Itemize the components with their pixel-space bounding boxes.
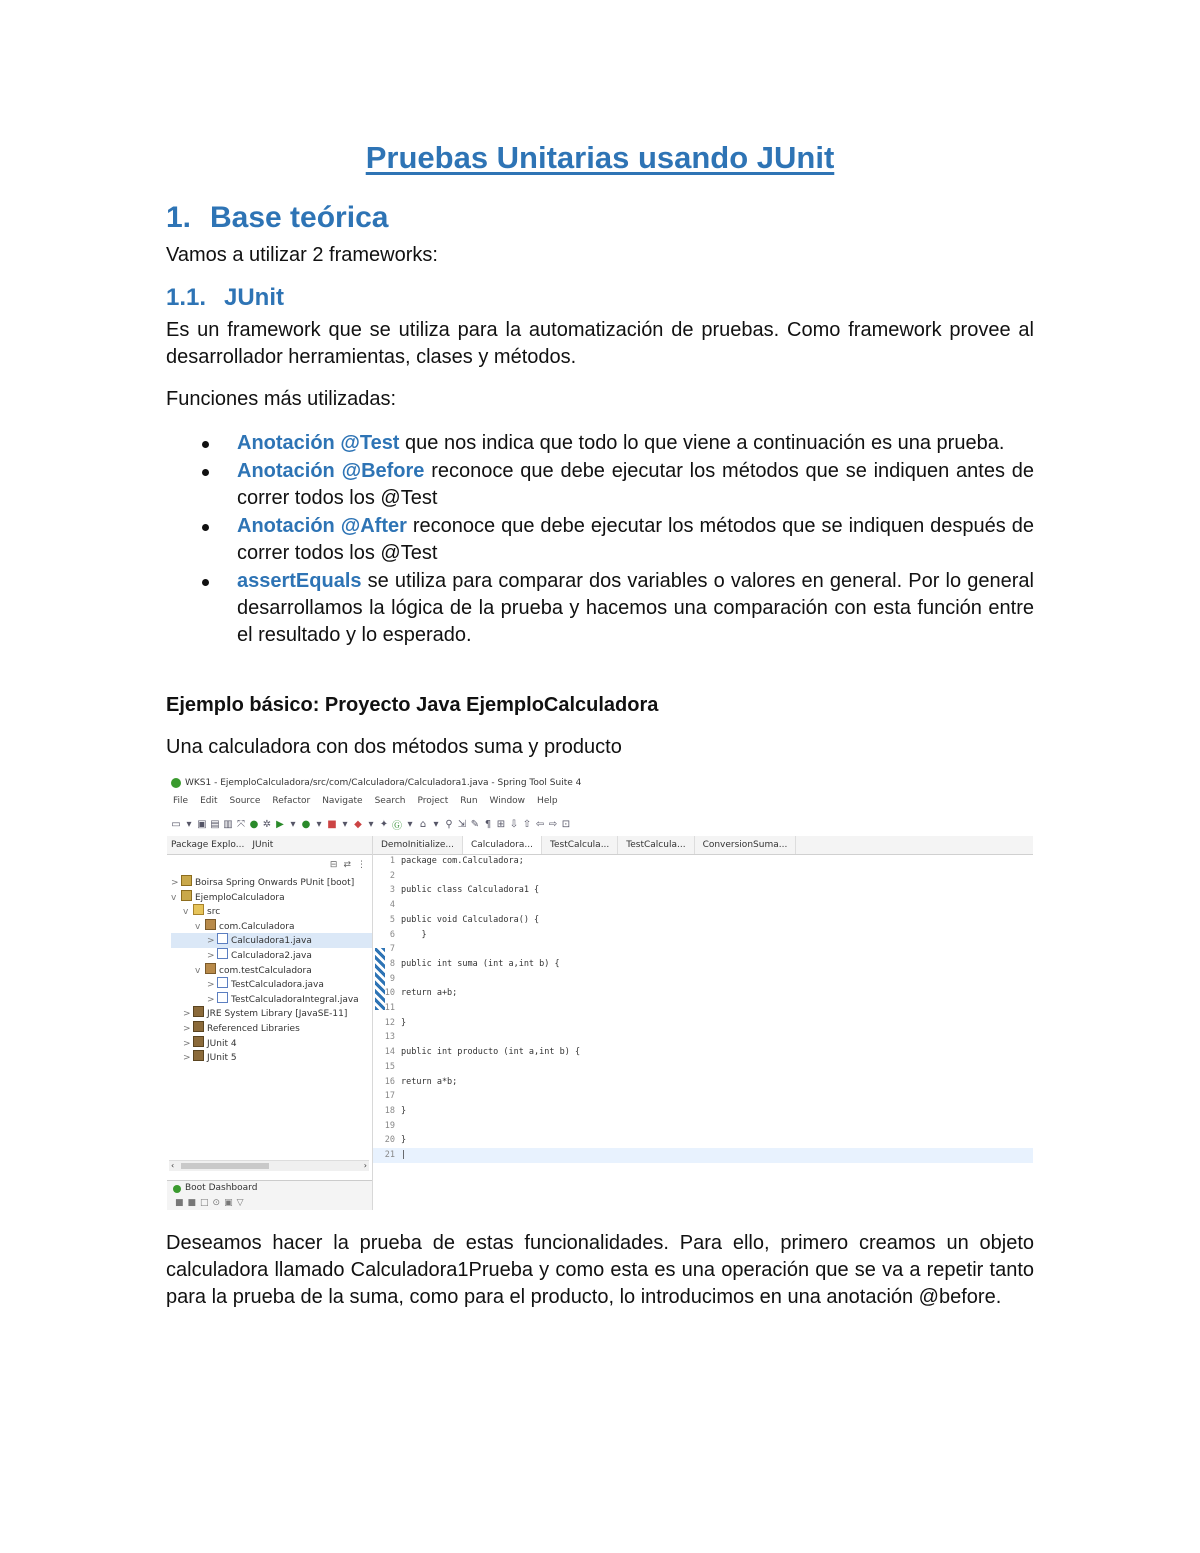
project-icon <box>181 890 192 901</box>
dropdown-icon[interactable]: ▾ <box>368 818 374 830</box>
prev-annotation-icon[interactable]: ⇧ <box>522 818 532 830</box>
tab-junit[interactable]: JUnit <box>252 840 274 850</box>
project-icon <box>181 875 192 886</box>
subsection-number: 1.1. <box>166 284 207 311</box>
project-tree <box>167 875 372 1065</box>
code-area[interactable] <box>373 854 1033 1210</box>
package-icon <box>205 919 216 930</box>
expand-arrow-icon[interactable]: > <box>207 936 215 947</box>
expand-arrow-icon[interactable]: > <box>207 980 215 991</box>
package-icon <box>205 963 216 974</box>
code-line: 2 <box>389 870 395 881</box>
package-icon[interactable]: ✦ <box>379 818 389 830</box>
tab-boot-dashboard[interactable] <box>167 1181 372 1196</box>
debug-start-icon[interactable]: ■ <box>187 1198 201 1208</box>
collapse-all-icon[interactable]: ⊟ <box>329 860 338 870</box>
tree-node-label: com.testCalculadora <box>219 965 312 976</box>
scroll-right-icon[interactable]: › <box>363 1161 367 1170</box>
dropdown-icon[interactable]: ▾ <box>433 818 439 830</box>
tree-node[interactable] <box>171 904 372 919</box>
java-file-icon <box>217 933 228 944</box>
menu-help[interactable]: Help <box>537 796 558 806</box>
bullet-icon <box>202 524 209 531</box>
annotation-keyword: Anotación @After <box>237 515 407 537</box>
boot-dashboard-pane <box>167 1180 372 1210</box>
code-line: 16 return a*b; <box>384 1076 458 1087</box>
coverage-icon[interactable]: ● <box>301 818 311 830</box>
editor-tab-active[interactable]: Calculadora... <box>463 836 542 854</box>
pane-toolbar <box>167 855 372 875</box>
tree-node[interactable] <box>171 890 372 905</box>
code-line: 6 } <box>389 929 427 940</box>
tree-node-label: Referenced Libraries <box>207 1023 300 1034</box>
menu-project[interactable]: Project <box>417 796 449 806</box>
section-title: Base teórica <box>210 201 389 234</box>
code-line: 10 return a+b; <box>384 988 458 999</box>
tree-node-label: JRE System Library [JavaSE-11] <box>207 1009 348 1020</box>
source-folder-icon <box>193 904 204 915</box>
code-line: 1 package com.Calculadora; <box>389 856 524 866</box>
editor-tab[interactable]: TestCalcula... <box>618 836 694 854</box>
tree-node[interactable] <box>171 963 372 978</box>
dropdown-icon[interactable]: ▾ <box>407 818 413 830</box>
forward-icon[interactable]: ⇨ <box>548 818 558 830</box>
tree-node[interactable] <box>171 875 372 890</box>
link-icon[interactable]: ⤧ <box>237 818 245 830</box>
new-icon[interactable]: ▭ <box>171 818 181 830</box>
expand-arrow-icon[interactable]: > <box>183 1038 191 1049</box>
run-icon[interactable]: ▶ <box>276 818 284 830</box>
dropdown-icon[interactable]: ▾ <box>186 818 192 830</box>
stop-icon[interactable]: ● <box>249 818 259 830</box>
tree-node-label: JUnit 5 <box>207 1053 237 1064</box>
debug-icon[interactable]: ✲ <box>262 818 272 830</box>
scrollbar-thumb[interactable] <box>181 1163 269 1169</box>
show-whitespace-icon[interactable]: ¶ <box>484 818 492 830</box>
boot-dashboard-icon <box>173 1185 181 1193</box>
java-file-icon <box>217 992 228 1003</box>
section-number: 1. <box>166 201 192 234</box>
back-icon[interactable]: ⇦ <box>535 818 545 830</box>
menu-refactor[interactable]: Refactor <box>272 796 311 806</box>
open-type-icon[interactable]: ⌂ <box>419 818 427 830</box>
code-line: 11 <box>384 1003 395 1013</box>
code-line: 5 public void Calculadora() { <box>389 914 540 925</box>
code-line: 13 <box>384 1032 395 1043</box>
stop-run-icon[interactable]: ■ <box>327 818 337 830</box>
expand-arrow-icon[interactable]: v <box>195 965 201 976</box>
functions-list <box>166 430 1034 650</box>
code-line: 19 <box>384 1120 395 1131</box>
ide-menubar <box>173 796 558 810</box>
console-icon[interactable]: ▣ <box>224 1198 237 1208</box>
link-editor-icon[interactable]: ⇄ <box>343 860 351 870</box>
boot-dashboard-label: Boot Dashboard <box>185 1183 258 1193</box>
pane-tabs <box>167 836 372 855</box>
document-title: Pruebas Unitarias usando JUnit <box>365 140 835 175</box>
expand-arrow-icon[interactable]: > <box>171 878 179 888</box>
tree-node[interactable] <box>171 1036 372 1051</box>
tree-node-label: src <box>207 907 221 918</box>
code-line: 15 <box>384 1061 395 1072</box>
tree-node-label: Calculadora2.java <box>231 950 312 961</box>
tree-node-label: com.Calculadora <box>219 921 295 932</box>
spring-logo-icon <box>171 778 181 788</box>
code-line: 4 <box>389 900 395 911</box>
open-browser-icon[interactable]: ⊙ <box>212 1198 225 1208</box>
ide-toolbar <box>171 814 1031 834</box>
tree-node[interactable] <box>171 1021 372 1036</box>
subsection-title: JUnit <box>224 284 284 311</box>
expand-arrow-icon[interactable]: v <box>183 907 189 918</box>
editor-tab[interactable]: TestCalcula... <box>542 836 618 854</box>
tree-node[interactable] <box>171 977 372 992</box>
save-all-icon[interactable]: ▤ <box>210 818 220 830</box>
code-editor <box>373 836 1033 1210</box>
dropdown-icon[interactable]: ▾ <box>316 818 322 830</box>
filter-icon[interactable]: ▽ <box>236 1198 248 1208</box>
perspective-icon[interactable]: ⊡ <box>561 818 571 830</box>
intro-paragraph: Vamos a utilizar 2 frameworks: <box>166 244 438 266</box>
list-item-text: que nos indica que todo lo que viene a continuación es una prueba. <box>399 432 1005 454</box>
menu-edit[interactable]: Edit <box>200 796 218 806</box>
example-description: Una calculadora con dos métodos suma y producto <box>166 736 622 758</box>
code-line: 20 } <box>384 1135 407 1146</box>
menu-file[interactable]: File <box>173 796 189 806</box>
list-item <box>166 458 1034 512</box>
menu-window[interactable]: Window <box>489 796 526 806</box>
expand-arrow-icon[interactable]: > <box>183 1009 191 1020</box>
java-file-icon <box>217 948 228 959</box>
code-line: 8 public int suma (int a,int b) { <box>389 958 560 969</box>
package-explorer-pane <box>167 836 373 1210</box>
code-line: 7 <box>389 944 395 955</box>
tree-node[interactable] <box>171 1050 372 1065</box>
tree-node-label: Boirsa Spring Onwards PUnit [boot] <box>195 878 355 888</box>
bullet-icon <box>202 441 209 448</box>
tree-node-label: TestCalculadoraIntegral.java <box>231 994 359 1005</box>
expand-arrow-icon[interactable]: v <box>195 921 201 932</box>
section-heading <box>166 201 388 235</box>
tree-node-label: TestCalculadora.java <box>231 980 324 991</box>
save-icon[interactable]: ▣ <box>197 818 207 830</box>
code-line: 12 } <box>384 1017 407 1028</box>
expand-arrow-icon[interactable]: > <box>207 994 215 1005</box>
next-annotation-icon[interactable]: ⇩ <box>509 818 519 830</box>
bullet-icon <box>202 469 209 476</box>
tree-node-label: Calculadora1.java <box>231 936 312 947</box>
scroll-left-icon[interactable]: ‹ <box>171 1161 175 1170</box>
pin-icon[interactable]: ⇲ <box>457 818 467 830</box>
annotation-keyword: Anotación @Before <box>237 460 425 482</box>
class-icon[interactable]: Ⓖ <box>392 820 402 832</box>
annotation-keyword: assertEquals <box>237 570 362 592</box>
external-tools-icon[interactable]: ◆ <box>354 818 362 830</box>
highlight-icon[interactable]: ✎ <box>470 818 480 830</box>
code-line-current: 21 | <box>373 1148 1033 1163</box>
expand-arrow-icon[interactable]: v <box>171 892 177 903</box>
ide-window-title: WKS1 - EjemploCalculadora/src/com/Calculadora/Calculadora1.java - Spring Tool Suite 4 <box>185 778 582 788</box>
view-menu-icon[interactable]: ⋮ <box>357 860 366 870</box>
closing-paragraph: Deseamos hacer la prueba de estas funcionalidades. Para ello, primero creamos un objeto calculadora llamado Calculadora1Prueba y como esta es una operación que se va a repetir tanto para la prueba de la suma, como para el producto, lo introducimos en una anotación @before. <box>166 1232 1034 1308</box>
boot-toolbar <box>167 1196 372 1210</box>
print-icon[interactable]: ▥ <box>223 818 233 830</box>
example-heading: Ejemplo básico: Proyecto Java EjemploCalculadora <box>166 694 659 716</box>
library-icon <box>193 1021 204 1032</box>
subsection-heading <box>166 284 284 312</box>
list-item <box>166 430 1034 457</box>
ide-screenshot <box>167 772 1033 1210</box>
list-item-text: reconoce que debe ejecutar los métodos que se indiquen antes de correr todos los @Test <box>237 460 1034 509</box>
library-icon <box>193 1006 204 1017</box>
code-line: 9 <box>389 973 395 984</box>
bullet-icon <box>202 579 209 586</box>
menu-source[interactable]: Source <box>229 796 261 806</box>
junit-description: Es un framework que se utiliza para la automatización de pruebas. Como framework provee al desarrollador herramientas, clases y métodos. <box>166 319 1034 368</box>
search-icon[interactable]: ⚲ <box>445 818 453 830</box>
dropdown-icon[interactable]: ▾ <box>342 818 348 830</box>
tree-node-label: EjemploCalculadora <box>195 892 285 903</box>
tree-node[interactable] <box>171 992 372 1007</box>
menu-navigate[interactable]: Navigate <box>322 796 363 806</box>
editor-tab[interactable]: ConversionSuma... <box>695 836 797 854</box>
menu-run[interactable]: Run <box>460 796 478 806</box>
library-icon <box>193 1036 204 1047</box>
tree-node[interactable] <box>171 919 372 934</box>
menu-search[interactable]: Search <box>374 796 406 806</box>
dropdown-icon[interactable]: ▾ <box>290 818 296 830</box>
text-cursor: | <box>401 1150 407 1160</box>
tree-node-label: JUnit 4 <box>207 1038 237 1049</box>
expand-arrow-icon[interactable]: > <box>183 1053 191 1064</box>
editor-tabs <box>373 836 1033 855</box>
stop-app-icon[interactable]: □ <box>200 1198 213 1208</box>
tab-package-explorer[interactable]: Package Explo... <box>171 840 245 850</box>
code-line: 17 <box>384 1091 395 1102</box>
code-line: 14 public int producto (int a,int b) { <box>384 1047 581 1058</box>
code-line: 3 public class Calculadora1 { <box>389 885 540 896</box>
tree-node[interactable] <box>171 948 372 963</box>
start-icon[interactable]: ■ <box>175 1198 188 1208</box>
ide-titlebar <box>167 772 1033 794</box>
expand-arrow-icon[interactable]: > <box>183 1023 191 1034</box>
code-line: 18 } <box>384 1105 407 1116</box>
library-icon <box>193 1050 204 1061</box>
tree-node-selected[interactable] <box>171 933 372 948</box>
funciones-label: Funciones más utilizadas: <box>166 388 397 410</box>
horizontal-scrollbar[interactable] <box>169 1160 369 1171</box>
list-item-text: reconoce que debe ejecutar los métodos que se indiquen después de correr todos los @Test <box>237 515 1034 564</box>
annotation-keyword: Anotación @Test <box>237 432 400 454</box>
java-file-icon <box>217 977 228 988</box>
editor-tab[interactable]: DemoInitialize... <box>373 836 463 854</box>
list-item-text: se utiliza para comparar dos variables o valores en general. Por lo general desarrollamos la lógica de la prueba y hacemos una comparación con esta función entre el resultado y lo esperado. <box>237 570 1034 646</box>
expand-arrow-icon[interactable]: > <box>207 950 215 961</box>
block-select-icon[interactable]: ⊞ <box>496 818 506 830</box>
list-item <box>166 568 1034 649</box>
tree-node[interactable] <box>171 1006 372 1021</box>
list-item <box>166 513 1034 567</box>
